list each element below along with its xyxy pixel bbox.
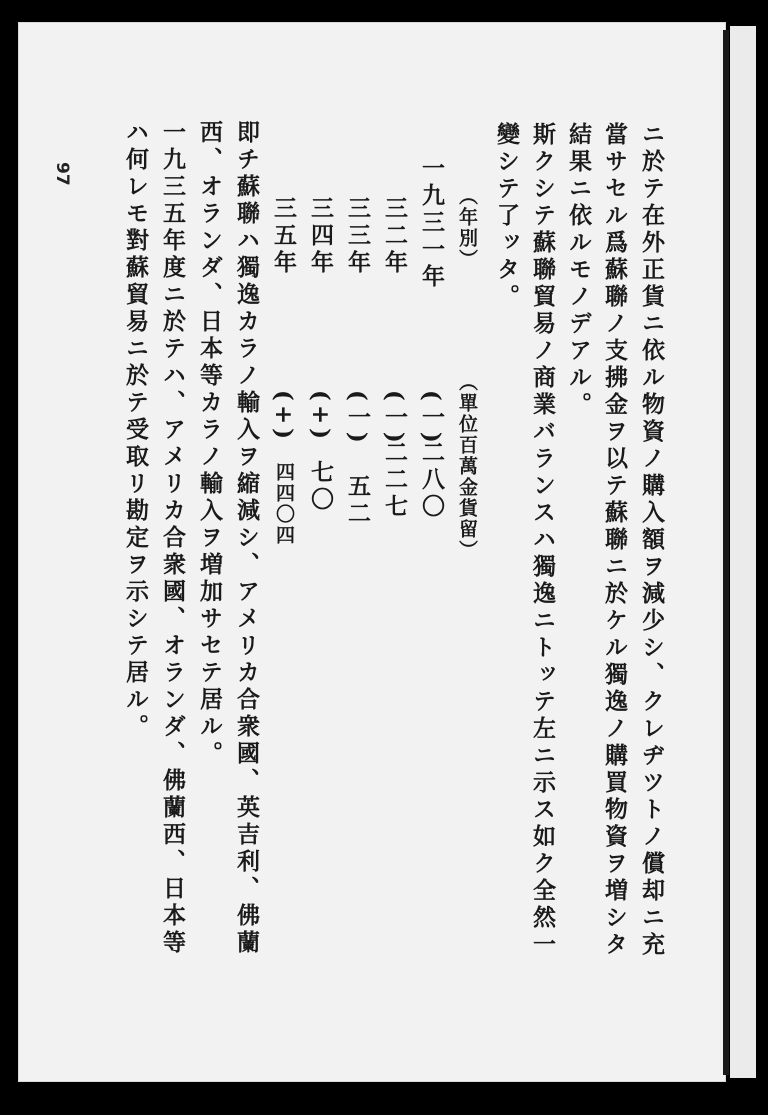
- table-row-sign: (一): [418, 390, 445, 447]
- table-row-sign: (+): [270, 390, 297, 444]
- table-header-year: （年別）: [456, 186, 478, 270]
- table-row-value: 二八〇: [418, 440, 445, 521]
- text-line: 斯クシテ蘇聯貿易ノ商業バランスハ獨逸ニトッテ左ニ示ス如ク全然一: [529, 122, 556, 959]
- table-row-value: 二二七: [381, 440, 408, 521]
- table-row-year: 三四年: [307, 196, 334, 277]
- table-row-value: 五二: [344, 474, 371, 528]
- text-line: ニ於テ在外正貨ニ依ル物資ノ購入額ヲ減少シ、クレヂツトノ償却ニ充: [638, 122, 665, 959]
- next-page-edge: [730, 26, 756, 1078]
- table-row-sign: (+): [307, 390, 334, 444]
- text-line: 結果ニ依ルモノデアル。: [565, 122, 592, 419]
- text-line: 一九三五年度ニ於テハ、アメリカ合衆國、オランダ、佛蘭西、日本等: [159, 120, 186, 957]
- table-row-sign: (一): [344, 390, 371, 447]
- table-row-year: 三五年: [270, 196, 297, 277]
- text-line: 西、オランダ、日本等カラノ輸入ヲ増加サセテ居ル。: [196, 120, 223, 768]
- page-fold: [723, 30, 729, 1075]
- table-row-year: 三二年: [381, 196, 408, 277]
- text-line: 當サセル爲蘇聯ノ支拂金ヲ以テ蘇聯ニ於ケル獨逸ノ購買物資ヲ増シタ: [601, 122, 628, 959]
- table-header-unit: （單位百萬金貨留）: [456, 372, 478, 561]
- table-row-sign: (一): [381, 390, 408, 447]
- page-number: 97: [52, 162, 72, 186]
- text-line: 即チ蘇聯ハ獨逸カラノ輸入ヲ縮減シ、アメリカ合衆國、英吉利、佛蘭: [233, 120, 260, 957]
- text-line: ハ何レモ對蘇貿易ニ於テ受取リ勘定ヲ示シテ居ル。: [122, 120, 149, 741]
- table-row-year: 一九三一年: [418, 156, 445, 291]
- table-row-year: 三三年: [344, 196, 371, 277]
- table-row-value: 七〇: [307, 460, 334, 514]
- text-line: 變シテ了ッタ。: [493, 122, 520, 311]
- table-row-value: 四四〇四: [273, 462, 295, 546]
